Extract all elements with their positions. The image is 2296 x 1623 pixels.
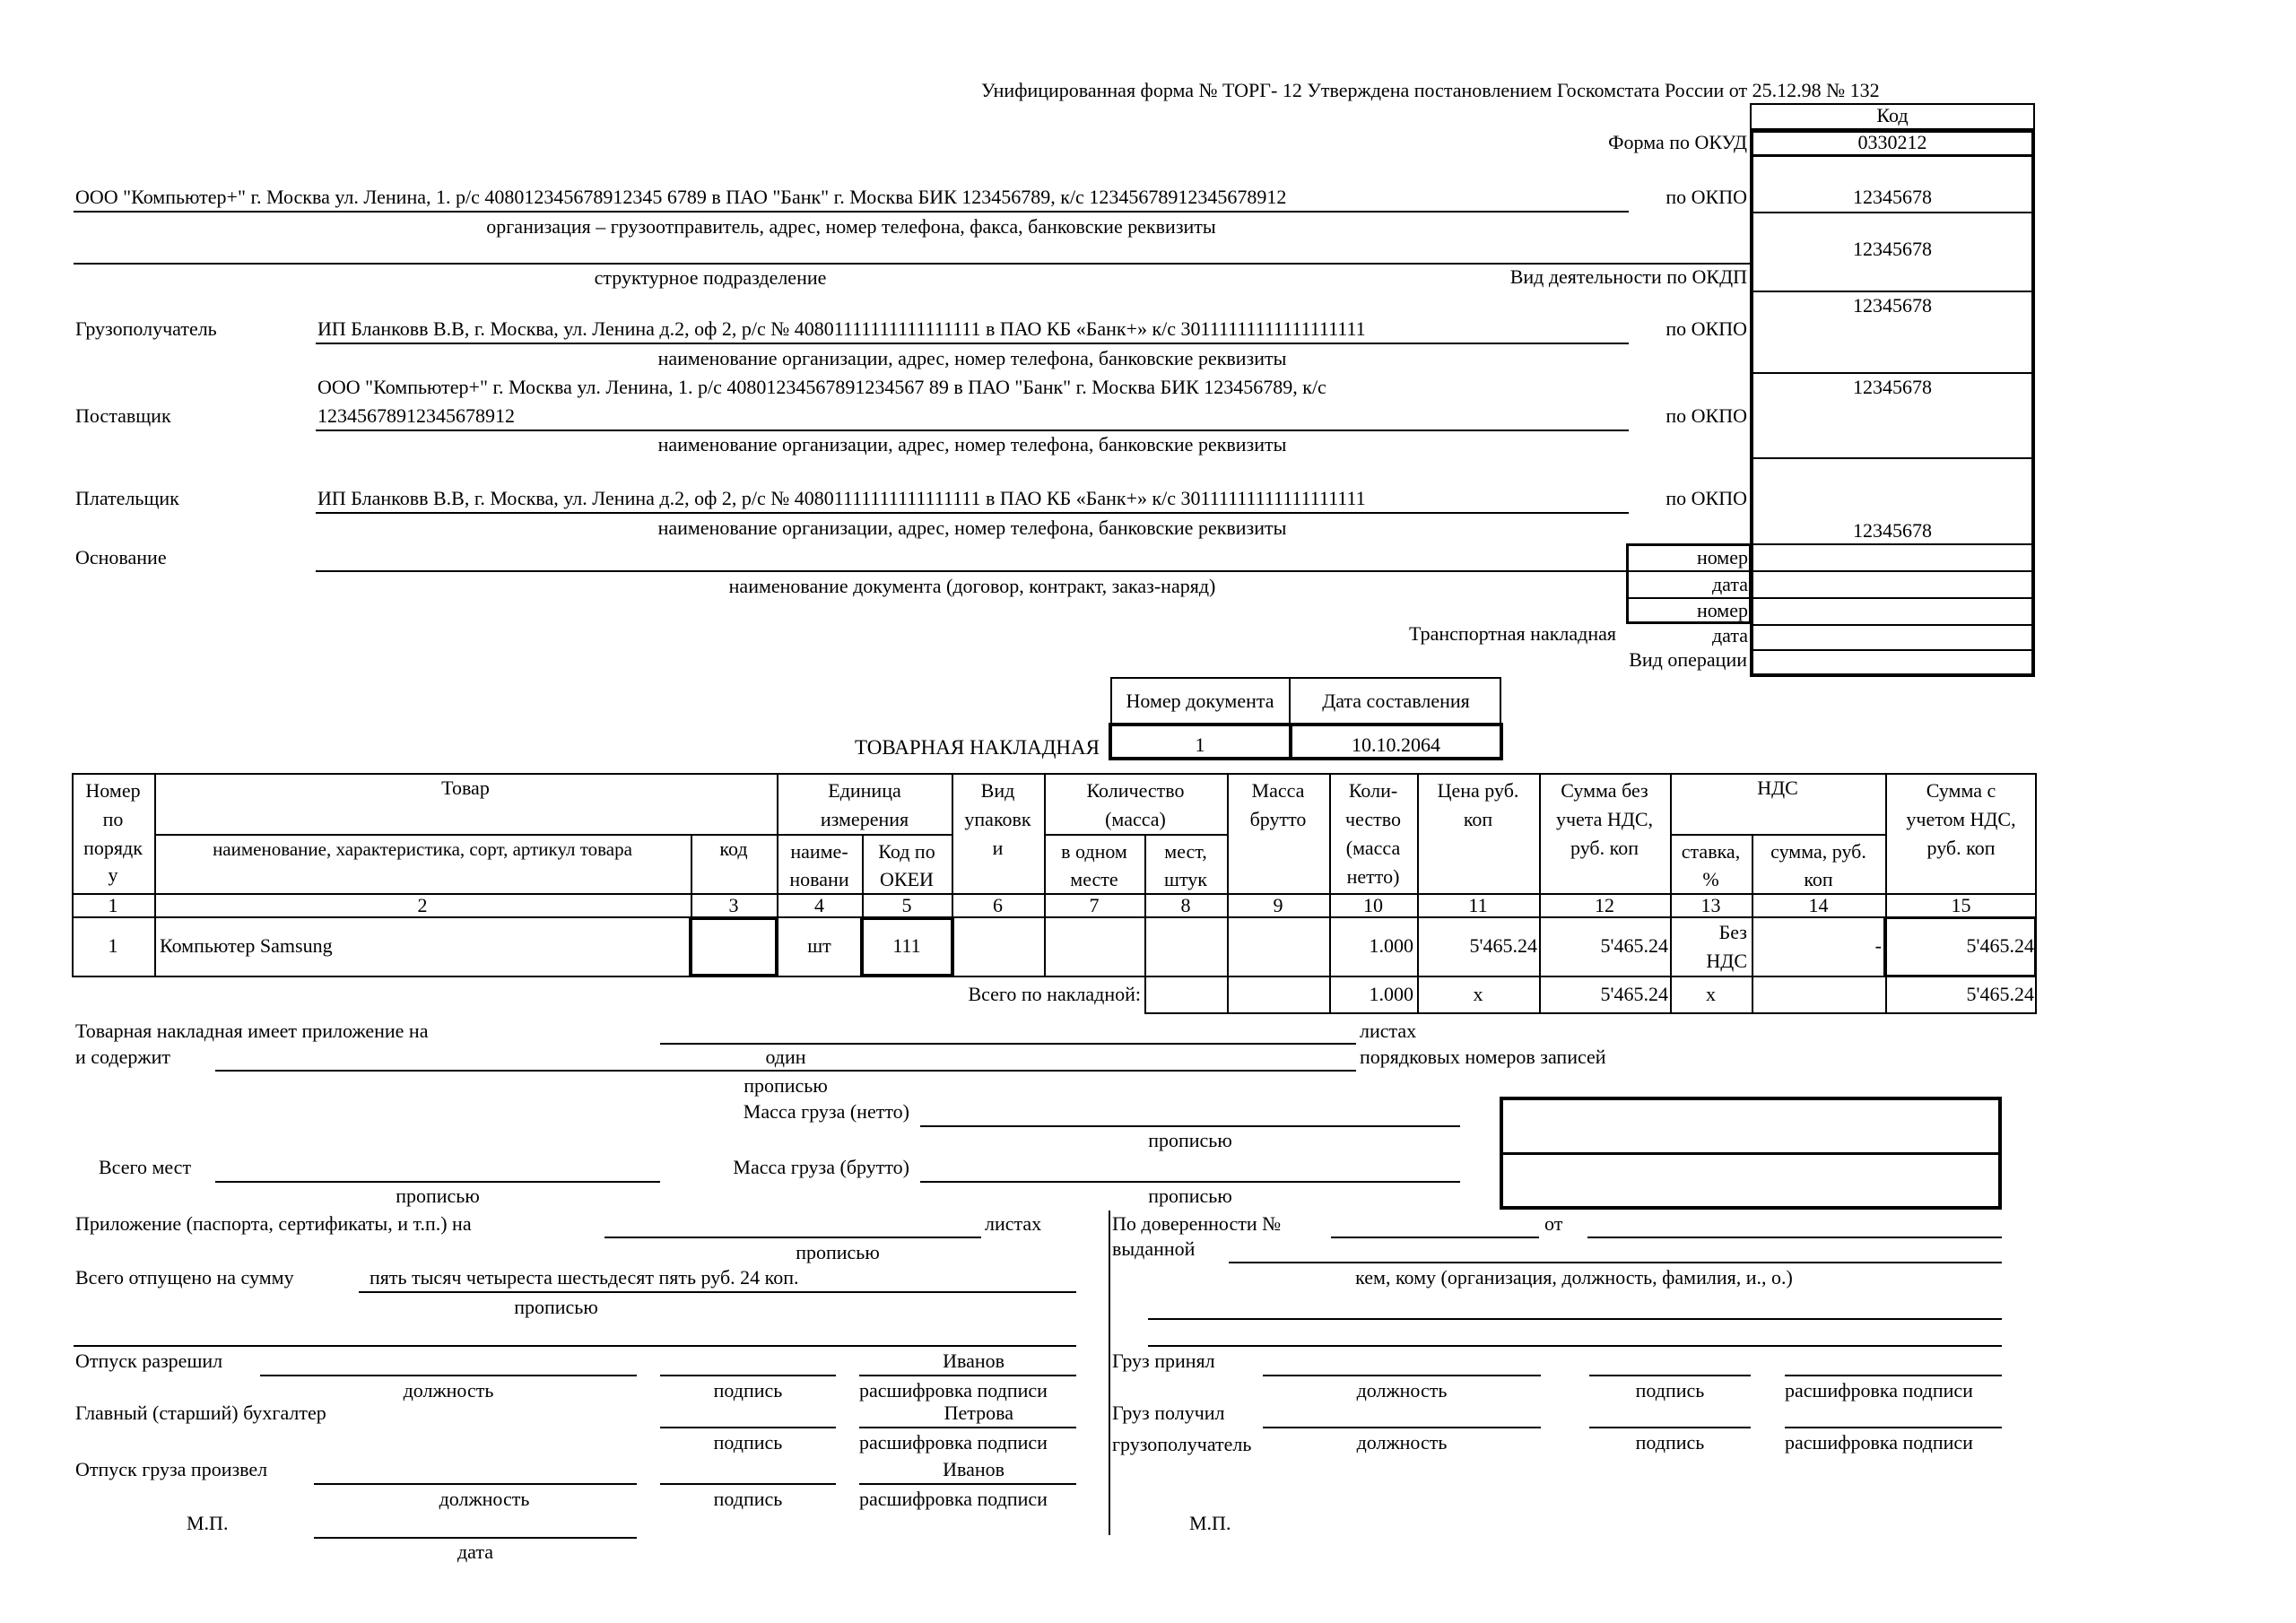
col-number: 14	[1808, 894, 1829, 916]
cargo-received-position: должность	[1356, 1431, 1448, 1454]
okpo-label-consignee: по ОКПО	[1665, 317, 1747, 340]
col-number: 15	[1951, 894, 1971, 916]
okpo-label-supplier: по ОКПО	[1665, 404, 1747, 427]
h-goods-name: наименование, характеристика, сорт, артикул товара	[213, 838, 632, 860]
totals-label: Всего по накладной:	[968, 983, 1141, 1005]
col-number: 3	[728, 894, 739, 916]
doc-date-header: Дата составления	[1322, 690, 1470, 712]
h-vat: НДС	[1757, 777, 1798, 799]
release-allowed-position: должность	[403, 1379, 494, 1402]
h-price: Цена руб. коп	[1437, 779, 1519, 830]
col-number: 11	[1468, 894, 1488, 916]
code-cell-highlight	[689, 916, 778, 977]
chief-accountant-label: Главный (старший) бухгалтер	[75, 1402, 326, 1424]
released-sum-label: Всего отпущено на сумму	[75, 1266, 294, 1289]
appendix-sheets: листах	[1360, 1020, 1417, 1042]
payer-caption: наименование организации, адрес, номер телефона, банковские реквизиты	[657, 516, 1287, 539]
payer-value: ИП Бланковв В.В, г. Москва, ул. Ленина д.2, оф 2, р/с № 40801111111111111111 в ПАО КБ «Банк+» к/с 30111111111111111111	[317, 487, 1366, 509]
h-unit: Единица измерения	[820, 779, 909, 830]
net-mass-caption: прописью	[1148, 1129, 1232, 1151]
okpo-value-consignee: 12345678	[1853, 294, 1932, 317]
consignee-caption: наименование организации, адрес, номер телефона, банковские реквизиты	[657, 347, 1287, 369]
h-goods: Товар	[441, 777, 490, 799]
row-vat-rate: Без НДС	[1706, 921, 1747, 972]
cargo-accepted-position: должность	[1356, 1379, 1448, 1402]
release-allowed-name: Иванов	[943, 1350, 1004, 1372]
h-total: Сумма с учетом НДС, руб. коп	[1906, 779, 2016, 859]
h-num: Номер по порядк у	[83, 779, 143, 886]
supplier-value-line2: 12345678912345678912	[317, 404, 515, 427]
totals-price: х	[1473, 983, 1483, 1005]
issued-caption: кем, кому (организация, должность, фамилия, и., о.)	[1355, 1266, 1793, 1289]
attach-sheets: листах	[985, 1212, 1042, 1235]
release-done-name: Иванов	[943, 1458, 1004, 1480]
cargo-received-decoding: расшифровка подписи	[1785, 1431, 1973, 1454]
doc-date: 10.10.2064	[1352, 733, 1440, 756]
chief-accountant-signature: подпись	[713, 1431, 783, 1454]
gross-mass-label: Масса груза (брутто)	[733, 1156, 909, 1178]
released-sum-caption: прописью	[514, 1296, 598, 1318]
row-name: Компьютер Samsung	[160, 934, 333, 957]
col-number: 1	[108, 894, 118, 916]
operation-label: Вид операции	[1629, 648, 1747, 671]
h-vat-rate: ставка, %	[1681, 840, 1741, 890]
col-number: 10	[1363, 894, 1383, 916]
contains-value: один	[765, 1046, 806, 1068]
row-okei: 111	[892, 934, 921, 957]
h-vat-sum: сумма, руб. коп	[1770, 840, 1866, 890]
places-label: Всего мест	[99, 1156, 192, 1178]
col-number: 7	[1089, 894, 1100, 916]
col-number: 4	[814, 894, 824, 916]
release-allowed-decoding: расшифровка подписи	[859, 1379, 1048, 1402]
col-number: 13	[1700, 894, 1721, 916]
shipper-value: ООО "Компьютер+" г. Москва ул. Ленина, 1. р/с 408012345678912345 6789 в ПАО "Банк" г. Москва БИК 123456789, к/с 12345678912345678912	[75, 186, 1287, 208]
col-number: 2	[417, 894, 428, 916]
basis-date-label: дата	[1711, 573, 1748, 595]
supplier-value-line1: ООО "Компьютер+" г. Москва ул. Ленина, 1. р/с 40801234567891234567 89 в ПАО "Банк" г. Москва БИК 123456789, к/с	[317, 376, 1326, 398]
cargo-received-label: Груз получил	[1112, 1402, 1225, 1424]
chief-accountant-decoding: расшифровка подписи	[859, 1431, 1048, 1454]
supplier-label: Поставщик	[75, 404, 171, 427]
cargo-received-label-2: грузополучатель	[1112, 1433, 1252, 1455]
row-sum: 5'465.24	[1600, 934, 1668, 957]
cargo-accepted-signature: подпись	[1635, 1379, 1705, 1402]
totals-net: 1.000	[1369, 983, 1413, 1005]
payer-label: Плательщик	[75, 487, 179, 509]
attach-caption: прописью	[796, 1241, 880, 1263]
contains-label: и содержит	[75, 1046, 170, 1068]
okpo-value-payer: 12345678	[1853, 519, 1932, 542]
cargo-accepted-decoding: расшифровка подписи	[1785, 1379, 1973, 1402]
h-unit-name: наиме- новани	[789, 840, 849, 890]
net-mass-label: Масса груза (нетто)	[743, 1100, 909, 1123]
attach-label: Приложение (паспорта, сертификаты, и т.п.) на	[75, 1212, 472, 1235]
form-header: Унифицированная форма № ТОРГ- 12 Утверждена постановлением Госкомстата России от 25.12.98 № 132	[981, 79, 1880, 101]
col-number: 12	[1595, 894, 1614, 916]
stamp-right: М.П.	[1189, 1512, 1231, 1534]
released-sum-value: пять тысяч четыреста шестьдесят пять руб. 24 коп.	[370, 1266, 799, 1289]
release-done-signature: подпись	[713, 1488, 783, 1510]
code-title: Код	[1876, 104, 1909, 126]
totals-sum: 5'465.24	[1600, 983, 1668, 1005]
transport-label: Транспортная накладная	[1409, 622, 1616, 645]
doc-number: 1	[1195, 733, 1205, 756]
totals-vat-rate: х	[1706, 983, 1716, 1005]
issued-label: выданной	[1112, 1237, 1196, 1260]
doc-number-header: Номер документа	[1126, 690, 1274, 712]
h-goods-code: код	[719, 838, 748, 860]
records-label: порядковых номеров записей	[1360, 1046, 1606, 1068]
h-gross: Масса брутто	[1249, 779, 1307, 830]
chief-accountant-name: Петрова	[944, 1402, 1013, 1424]
row-net: 1.000	[1369, 934, 1413, 957]
basis-label: Основание	[75, 546, 167, 568]
col-number: 8	[1180, 894, 1191, 916]
supplier-caption: наименование организации, адрес, номер телефона, банковские реквизиты	[657, 433, 1287, 456]
h-qty-one: в одном месте	[1061, 840, 1127, 890]
division-caption: структурное подразделение	[594, 266, 827, 289]
okdp-label: Вид деятельности по ОКДП	[1509, 265, 1747, 288]
stamp-left: М.П.	[187, 1512, 229, 1534]
proxy-from: от	[1544, 1212, 1563, 1235]
okpo-value-supplier: 12345678	[1853, 376, 1932, 398]
row-total: 5'465.24	[1966, 934, 2034, 957]
release-allowed-signature: подпись	[713, 1379, 783, 1402]
okud-value: 0330212	[1857, 131, 1927, 153]
contains-caption: прописью	[744, 1074, 828, 1097]
consignee-label: Грузополучатель	[75, 317, 217, 340]
totals-total: 5'465.24	[1966, 983, 2034, 1005]
okpo-value-shipper: 12345678	[1853, 186, 1932, 208]
h-sum: Сумма без учета НДС, руб. коп	[1555, 779, 1654, 859]
okdp-value: 12345678	[1853, 238, 1932, 260]
proxy-label: По доверенности №	[1112, 1212, 1282, 1235]
cargo-accepted-label: Груз принял	[1112, 1350, 1215, 1372]
date-caption: дата	[457, 1541, 494, 1563]
doc-title: ТОВАРНАЯ НАКЛАДНАЯ	[855, 736, 1100, 759]
row-unit: шт	[807, 934, 831, 957]
okpo-label-shipper: по ОКПО	[1665, 186, 1747, 208]
basis-caption: наименование документа (договор, контракт, заказ-наряд)	[728, 575, 1216, 597]
gross-mass-caption: прописью	[1148, 1185, 1232, 1207]
basis-number-label: номер	[1696, 546, 1748, 568]
col-number: 6	[993, 894, 1003, 916]
row-price: 5'465.24	[1469, 934, 1537, 957]
places-caption: прописью	[396, 1185, 480, 1207]
consignee-value: ИП Бланковв В.В, г. Москва, ул. Ленина д.2, оф 2, р/с № 40801111111111111111 в ПАО КБ «Банк+» к/с 30111111111111111111	[317, 317, 1366, 340]
h-unit-okei: Код по ОКЕИ	[878, 840, 935, 890]
appendix-label: Товарная накладная имеет приложение на	[75, 1020, 429, 1042]
release-allowed-label: Отпуск разрешил	[75, 1350, 223, 1372]
footer-divider	[1109, 1211, 1110, 1535]
col-number: 9	[1273, 894, 1283, 916]
okpo-label-payer: по ОКПО	[1665, 487, 1747, 509]
row-vat-sum: -	[1874, 934, 1882, 957]
h-qty: Количество (масса)	[1086, 779, 1185, 830]
release-done-position: должность	[439, 1488, 530, 1510]
h-qty-places: мест, штук	[1164, 840, 1207, 890]
h-net: Коли- чество (масса нетто)	[1345, 779, 1401, 888]
cargo-received-signature: подпись	[1635, 1431, 1705, 1454]
okud-label: Форма по ОКУД	[1608, 131, 1747, 153]
release-done-decoding: расшифровка подписи	[859, 1488, 1048, 1510]
h-pack: Вид упаковк и	[964, 779, 1031, 859]
col-number: 5	[901, 894, 912, 916]
shipper-caption: организация – грузоотправитель, адрес, номер телефона, факса, банковские реквизиты	[486, 215, 1216, 238]
release-done-label: Отпуск груза произвел	[75, 1458, 268, 1480]
row-num: 1	[108, 934, 118, 957]
transport-date-label: дата	[1711, 624, 1748, 647]
transport-number-label: номер	[1696, 599, 1748, 621]
